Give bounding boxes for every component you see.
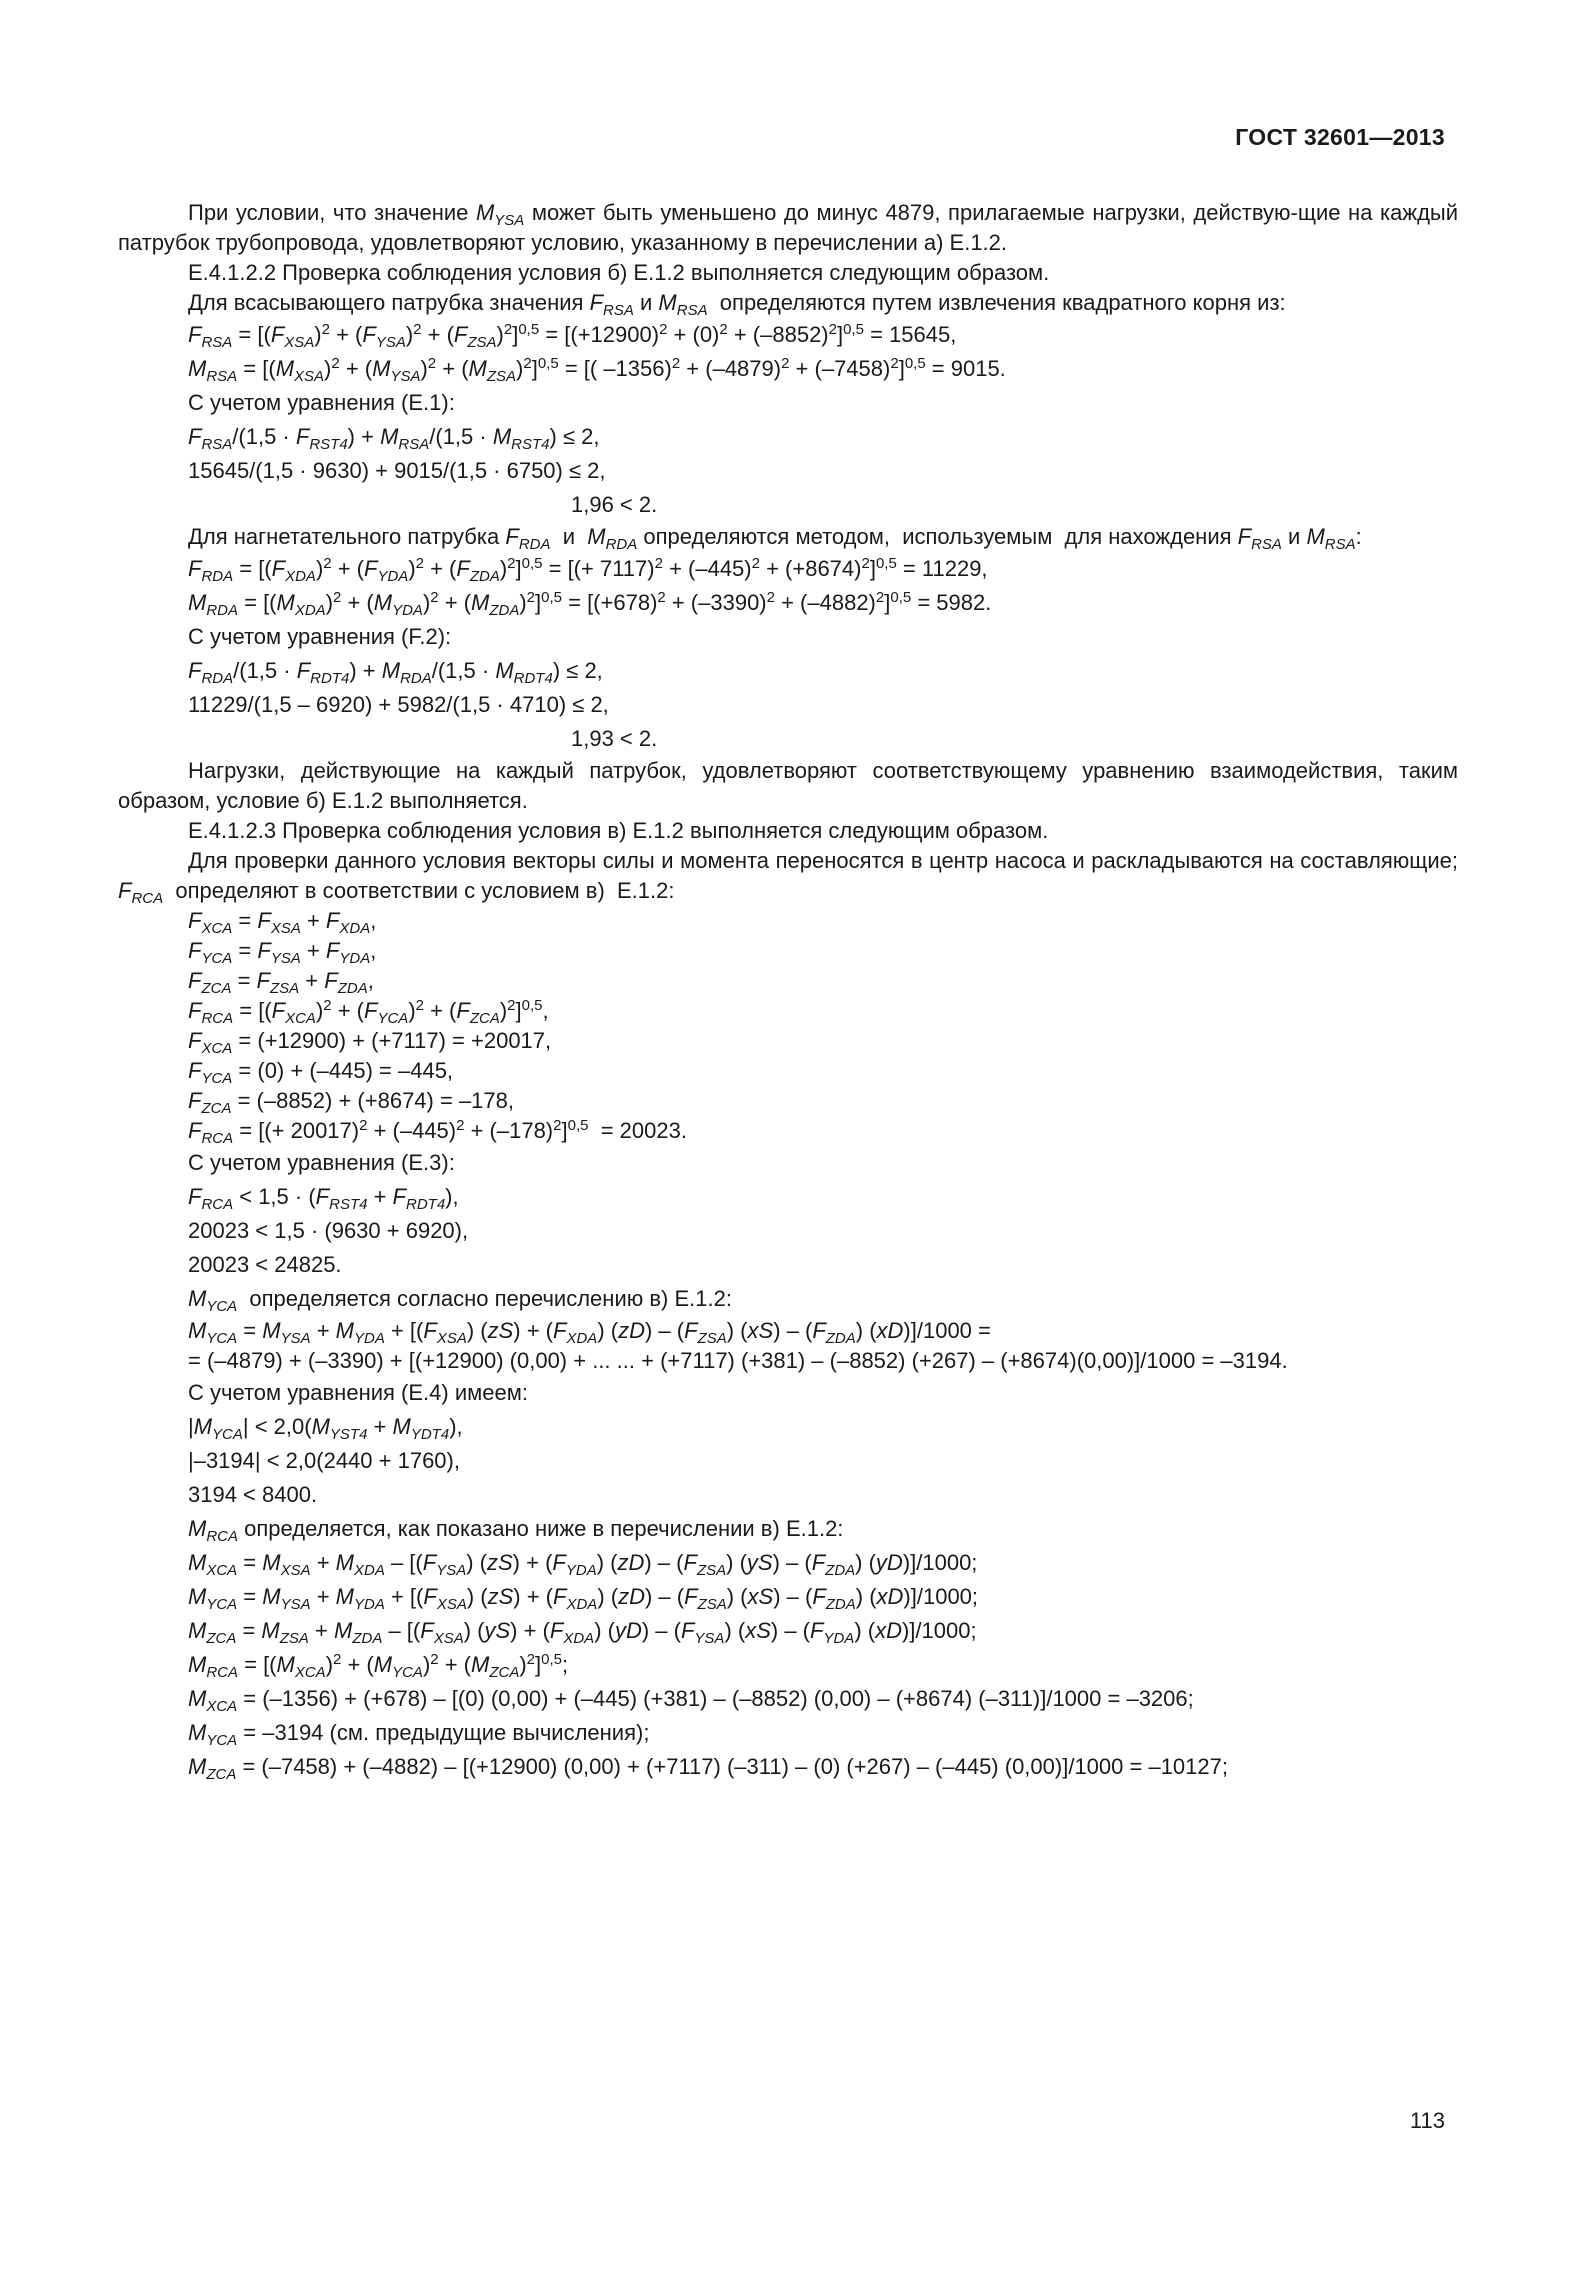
formula-line: $F_{RSA} = [(F_{XSA})^2 + (F_{YSA})^2 + (F_{ZSA})^2]^{0,5} = [(+12900)^2 + (0)^2 + (-8852)^2]^{0,5} = 15645$, [188,321,957,351]
formula-line: 1,96 < 2. [571,492,658,517]
paragraph: При условии, что значение $M_{YSA}$ может быть уменьшено до минус 4879, прилагаемые нагрузки, действую-щие на каждый патрубок трубопровода, удовлетворяют условию, указанному в перечислении а) Е.1.2. [118,200,1459,255]
formula-line: $M_{RCA} = [(M_{XCA})^2 + (M_{YCA})^2 + (M_{ZCA})^2]^{0,5}$; [188,1651,569,1681]
paragraph: Е.4.1.2.3 Проверка соблюдения условия в) Е.1.2 выполняется следующим образом. [188,818,1049,843]
formula-line: $F_{RCA} < 1,5 \cdot (F_{RST4} + F_{RDT4})$, [188,1184,459,1213]
formula-line: $F_{RSA}/(1,5 \cdot F_{RST4}) + M_{RSA}/(1,5 \cdot M_{RST4}) \le 2$, [188,424,600,453]
formula-line: 11229/(1,5 – 6920) + 5982/(1,5 · 4710) ≤ 2, [188,692,609,717]
formula-line: = (–4879) + (–3390) + [(+12900) (0,00) + ... ... + (+7117) (+381) – (–8852) (+267) – (+8674)(0,00)]/1000 = –3194. [188,1348,1288,1373]
formula-line: $F_{ZCA} = (-8852) + (+8674) = -178$, [188,1088,514,1117]
formula-line: $M_{YCA} = M_{YSA} + M_{YDA} + [(F_{XSA}) (zS) + (F_{XDA})$ $(zD) - (F_{ZSA})$ $(xS) - (F_{ZDA}) (xD)]/1000$ = [188,1318,991,1347]
formula-line: $F_{XCA} = (+12900) + (+7117) = +20017$, [188,1028,552,1057]
formula-line: $M_{ZCA} = M_{ZSA} + M_{ZDA} - [(F_{XSA}) (yS) + (F_{XDA})$ $(yD) - (F_{YSA})$ $(xS) - (F_{YDA})$ (xD)]/1000; [188,1618,977,1647]
paragraph: Для нагнетательного патрубка $F_{RDA}$ и $M_{RDA}$ определяются методом, используемым для нахождения $F_{RSA}$ и $M_{RSA}$: [188,524,1362,553]
formula-line: С учетом уравнения (Е.4) имеем: [188,1380,528,1405]
formula-line: $M_{RSA} = [(M_{XSA})^2 + (M_{YSA})^2 + (M_{ZSA})^2]^{0,5}$ = [( $-1356)^2 + (-4879)^2 + (-7458)^2]^{0,5} = 9015$. [188,355,1006,385]
formula-line: $F_{ZCA} = F_{ZSA} + F_{ZDA}$, [188,968,374,997]
formula-line: 3194 < 8400. [188,1482,318,1507]
paragraph: Е.4.1.2.2 Проверка соблюдения условия б) Е.1.2 выполняется следующим образом. [188,260,1050,285]
paragraph: Для всасывающего патрубка значения $F_{RSA}$ и $M_{RSA}$ определяются путем извлечения квадратного корня из: [188,290,1286,319]
document-code-header: ГОСТ 32601—2013 [1235,124,1445,150]
paragraph: Для проверки данного условия векторы силы и момента переносятся в центр насоса и раскладываются на составляющие; $F_{RCA}$ определяют в соответствии с условием в) Е.1.2: [118,848,1458,907]
formula-line: 15645/(1,5 · 9630) + 9015/(1,5 · 6750) ≤ 2, [188,458,606,483]
formula-line: |–3194| < 2,0(2440 + 1760), [188,1448,460,1473]
formula-line: $M_{XCA} = (-1356) + (+678) - [(0) (0,00) + (-445)$ (+381) – (–8852) (0,00) – (+8674) (–311)]/1000 = –3206; [188,1686,1194,1715]
formula-line: $F_{XCA} = F_{XSA} + F_{XDA}$, [188,908,377,937]
formula-line: $F_{YCA} = F_{YSA} + F_{YDA}$, [188,938,377,967]
formula-line: 20023 < 24825. [188,1252,342,1277]
formula-line: $M_{XCA} = M_{XSA} + M_{XDA} - [(F_{YSA}) (zS) + (F_{YDA})$ $(zD) - (F_{ZSA})$ $(yS) - (F_{ZDA})$ (yD)]/1000; [188,1550,978,1579]
formula-line: С учетом уравнения (Е.3): [188,1150,455,1175]
formula-line: $M_{RDA} = [(M_{XDA})^2 + (M_{YDA})^2 + (M_{ZDA})^2]^{0,5} = [(+678)^2 + (-3390)^2 + (-4882)^2]^{0,5} = 5982$. [188,589,992,619]
formula-line: $M_{YCA}$ определяется согласно перечислению в) Е.1.2: [188,1286,732,1315]
formula-line: $F_{RDA}/(1,5 \cdot F_{RDT4}) + M_{RDA}/(1,5 \cdot M_{RDT4}) \le 2$, [188,658,603,687]
formula-line: $M_{YCA} = -3194$ (см. предыдущие вычисления); [188,1720,650,1749]
formula-line: С учетом уравнения (F.2): [188,624,452,649]
formula-line: $F_{RDA} = [(F_{XDA})^2 + (F_{YDA})^2 + (F_{ZDA})^2]^{0,5}$ = [(+ $7117)^2 + (-445)^2 + (+8674)^2]^{0,5} = 11229$, [188,555,988,585]
paragraph: Нагрузки, действующие на каждый патрубок, удовлетворяют соответствующему уравнению взаимодействия, таким образом, условие б) Е.1.2 выполняется. [118,758,1458,813]
document-body [118,198,1458,1784]
formula-line: $F_{RCA}$ = [(+ $20017)^2 + (-445)^2 + (-178)^2]^{0,5} = 20023$. [188,1117,687,1147]
formula-line: $M_{ZCA} = (-7458) + (-4882) - [(+12900) (0,00) + (+7117)$ (–311) – (0) (+267) – (–445) (0,00)]/1000 = –10127; [188,1754,1228,1783]
page-number: 113 [1409,2108,1445,2133]
formula-line: $|M_{YCA}| < 2,0(M_{YST4} + M_{YDT4})$, [188,1414,463,1443]
formula-line: 1,93 < 2. [571,726,658,751]
formula-line: $M_{YCA} = M_{YSA} + M_{YDA} + [(F_{XSA}) (zS) + (F_{XDA})$ $(zD) - (F_{ZSA})$ $(xS) - (F_{ZDA})$ (xD)]/1000; [188,1584,979,1613]
formula-line: $M_{RCA}$ определяется, как показано ниже в перечислении в) Е.1.2: [188,1516,844,1545]
formula-line: 20023 < 1,5 · (9630 + 6920), [188,1218,469,1243]
formula-line: С учетом уравнения (Е.1): [188,390,455,415]
formula-line: $F_{RCA} = [(F_{XCA})^2 + (F_{YCA})^2 + (F_{ZCA})^2]^{0,5}$, [188,997,549,1027]
formula-line: $F_{YCA} = (0) + (-445) = -445$, [188,1058,454,1087]
